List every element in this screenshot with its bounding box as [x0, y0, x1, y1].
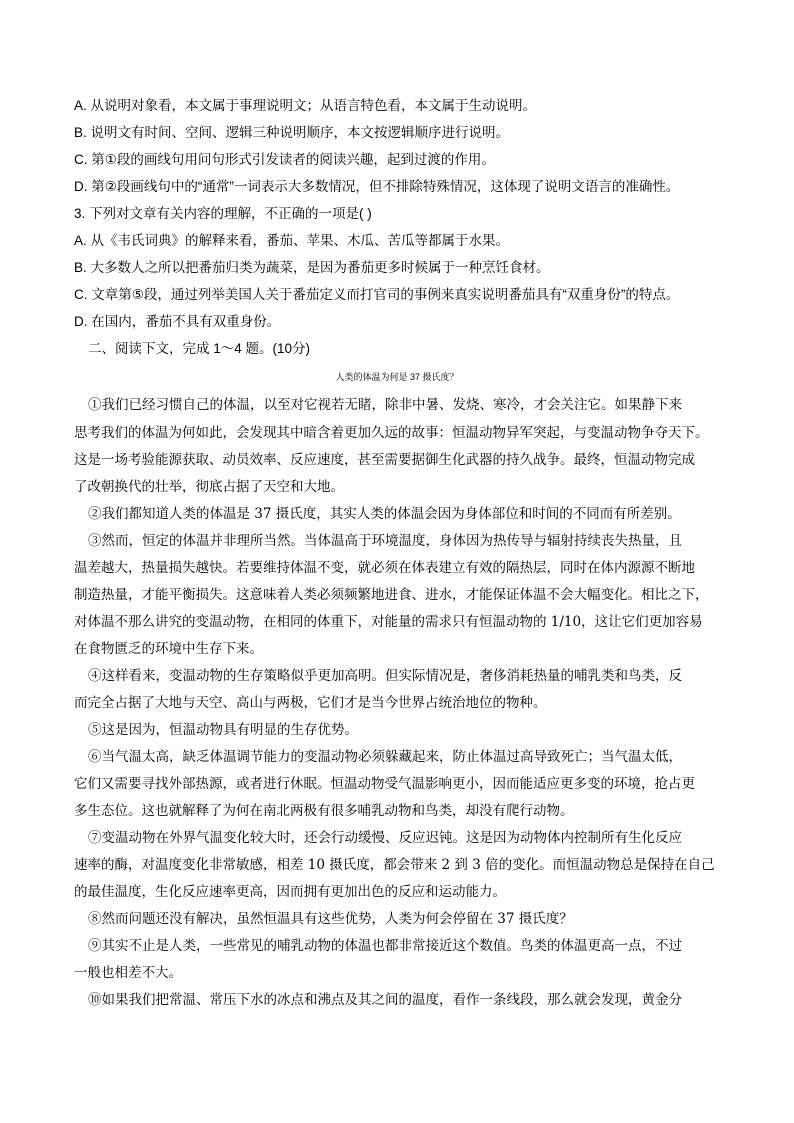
article-line: 制造热量，才能平衡损失。这意味着人类必须频繁地进食、进水，才能保证体温不会大幅变化。相比之下，	[74, 587, 709, 603]
q2-option-d: D. 第②段画线句中的“通常”一词表示大多数情况，但不排除特殊情况，这体现了说明文语言的准确性。	[74, 179, 680, 194]
q2-option-c: C. 第①段的画线句用问句形式引发读者的阅读兴趣，起到过渡的作用。	[74, 152, 495, 167]
article-line: 多生态位。这也就解释了为何在南北两极有很多哺乳动物和鸟类，却没有爬行动物。	[74, 803, 574, 819]
section2-heading: 二、阅读下文，完成 1～4 题。(10分)	[88, 341, 311, 356]
article-line: 对体温不那么讲究的变温动物，在相同的体重下，对能量的需求只有恒温动物的 1/10，这让它们更加容易	[74, 614, 703, 630]
q3-option-a: A. 从《韦氏词典》的解释来看，番茄、苹果、木瓜、苦瓜等都属于水果。	[74, 233, 510, 248]
article-line: ⑧然而问题还没有解决，虽然恒温具有这些优势，人类为何会停留在 37 摄氏度？	[88, 911, 573, 927]
article-line: ⑩如果我们把常温、常压下水的冰点和沸点及其之间的温度，看作一条线段，那么就会发现，黄金分	[88, 992, 682, 1008]
article-line: 这是一场考验能源获取、动员效率、反应速度，甚至需要据御生化武器的持久战争。最终，恒温动物完成	[74, 452, 695, 468]
article-line: 它们又需要寻找外部热源，或者进行休眠。恒温动物受气温影响更小，因而能适应更多变的环境，抢占更	[74, 776, 695, 792]
article-line: 在食物匮乏的环境中生存下来。	[74, 641, 263, 657]
q3-option-d: D. 在国内，番茄不具有双重身份。	[74, 314, 281, 329]
article-line: ②我们都知道人类的体温是 37 摄氏度，其实人类的体温会因为身体部位和时间的不同而有所差别。	[88, 506, 681, 522]
article-line: 而完全占据了大地与天空、高山与两极，它们才是当今世界占统治地位的物种。	[74, 695, 547, 711]
article-line: ⑤这是因为，恒温动物具有明显的生存优势。	[88, 722, 358, 738]
q3-stem: 3. 下列对文章有关内容的理解，不正确的一项是( )	[74, 206, 372, 221]
article-line: 了改朝换代的壮举，彻底占据了天空和大地。	[74, 479, 344, 495]
article-line: ④这样看来，变温动物的生存策略似乎更加高明。但实际情况是，奢侈消耗热量的哺乳类和鸟类，反	[88, 668, 682, 684]
q2-option-a: A. 从说明对象看，本文属于事理说明文；从语言特色看，本文属于生动说明。	[74, 98, 537, 113]
article-line: 的最佳温度，生化反应速率更高，因而拥有更加出色的反应和运动能力。	[74, 884, 506, 900]
article-line: ①我们已经习惯自己的体温，以至对它视若无睹，除非中暑、发烧、寒冷，才会关注它。如果静下来	[88, 397, 682, 413]
article-line: 一般也相差不大。	[74, 965, 182, 981]
q3-option-c: C. 文章第⑤段，通过列举美国人关于番茄定义而打官司的事例来真实说明番茄具有“双重身份”的特点。	[74, 287, 680, 302]
article-line: ③然而，恒定的体温并非理所当然。当体温高于环境温度，身体因为热传导与辐射持续丧失热量，且	[88, 533, 682, 549]
article-title: 人类的体温为何是 37 摄氏度？	[335, 372, 459, 382]
article-line: 思考我们的体温为何如此，会发现其中暗含着更加久远的故事：恒温动物异军突起，与变温动物争夺天下。	[74, 425, 709, 441]
q2-option-b: B. 说明文有时间、空间、逻辑三种说明顺序，本文按逻辑顺序进行说明。	[74, 125, 510, 140]
article-line: ⑨其实不止是人类，一些常见的哺乳动物的体温也都非常接近这个数值。鸟类的体温更高一点，不过	[88, 938, 682, 954]
article-line: ⑦变温动物在外界气温变化较大时，还会行动缓慢、反应迟钝。这是因为动物体内控制所有生化反应	[88, 830, 682, 846]
article-line: ⑥当气温太高，缺乏体温调节能力的变温动物必须躲藏起来，防止体温过高导致死亡；当气温太低，	[88, 749, 682, 765]
article-line: 温差越大，热量损失越快。若要维持体温不变，就必须在体表建立有效的隔热层，同时在体内源源不断地	[74, 560, 695, 576]
q3-option-b: B. 大多数人之所以把番茄归类为蔬菜，是因为番茄更多时候属于一种烹饪食材。	[74, 260, 550, 275]
article-line: 速率的酶，对温度变化非常敏感，相差 10 摄氏度，都会带来 2 到 3 倍的变化。而恒温动物总是保持在自己	[74, 857, 715, 873]
